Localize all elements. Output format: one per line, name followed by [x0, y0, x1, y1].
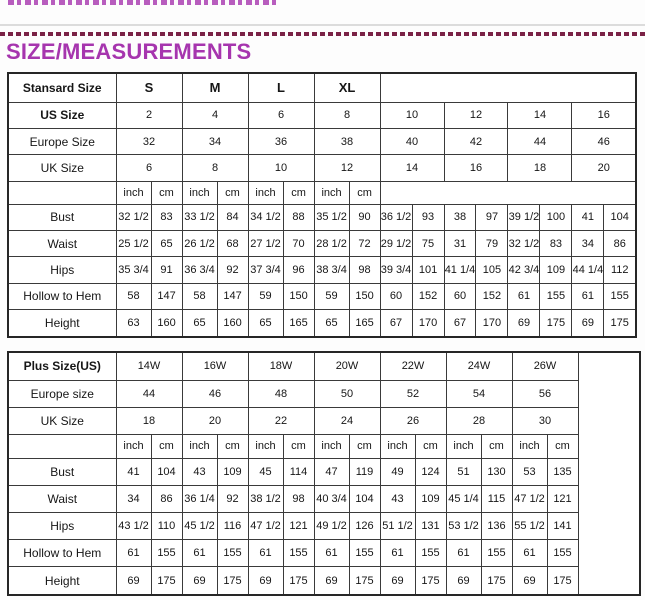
divider-line: [0, 24, 645, 26]
value-cell: 69: [446, 567, 481, 595]
value-cell: 155: [151, 540, 182, 567]
value-cell: 38: [444, 204, 476, 230]
value-cell: 110: [151, 512, 182, 539]
value-cell: 55 1/2: [512, 512, 547, 539]
value-cell: 31: [444, 230, 476, 256]
value-cell: 93: [412, 204, 444, 230]
value-cell: 61: [116, 540, 151, 567]
value-cell: 101: [412, 257, 444, 283]
value-cell: 175: [415, 567, 446, 595]
row-label: Height: [8, 310, 116, 337]
value-cell: 124: [415, 458, 446, 485]
value-cell: 65: [151, 230, 182, 256]
measurement-row: [8, 485, 640, 512]
unit-header-cell: cm: [283, 434, 314, 458]
value-cell: 109: [540, 257, 572, 283]
value-cell: 14: [508, 102, 572, 128]
value-cell: 53: [512, 458, 547, 485]
value-cell: 39 3/4: [380, 257, 412, 283]
value-cell: 28 1/2: [314, 230, 349, 256]
value-cell: 42 3/4: [508, 257, 540, 283]
value-cell: 61: [572, 283, 604, 309]
value-cell: 40: [380, 128, 444, 154]
table-header-label: Plus Size(US): [8, 352, 116, 380]
unit-header-cell: cm: [151, 434, 182, 458]
size-header-row: [8, 352, 640, 380]
measurement-row: [8, 458, 640, 485]
value-cell: 160: [151, 310, 182, 337]
unit-header-cell: inch: [248, 434, 283, 458]
page-title: SIZE/MEASUREMENTS: [6, 39, 252, 64]
value-cell: 131: [415, 512, 446, 539]
value-cell: 44: [116, 380, 182, 407]
value-cell: 170: [412, 310, 444, 337]
value-cell: 155: [547, 540, 578, 567]
value-cell: 126: [349, 512, 380, 539]
value-cell: 75: [412, 230, 444, 256]
row-label: US Size: [8, 102, 116, 128]
value-cell: 121: [283, 512, 314, 539]
size-column-header: 16W: [182, 352, 248, 380]
value-cell: 59: [314, 283, 349, 309]
value-cell: 47 1/2: [248, 512, 283, 539]
value-cell: 61: [314, 540, 349, 567]
size-conversion-row: [8, 380, 640, 407]
value-cell: 70: [283, 230, 314, 256]
value-cell: 20: [572, 155, 636, 181]
value-cell: 83: [540, 230, 572, 256]
standard-size-table: [7, 72, 637, 338]
value-cell: 104: [151, 458, 182, 485]
value-cell: 92: [217, 257, 248, 283]
value-cell: 45 1/2: [182, 512, 217, 539]
value-cell: 61: [512, 540, 547, 567]
value-cell: 141: [547, 512, 578, 539]
value-cell: 34: [182, 128, 248, 154]
value-cell: 53 1/2: [446, 512, 481, 539]
value-cell: 130: [481, 458, 512, 485]
unit-header-cell: cm: [547, 434, 578, 458]
value-cell: 109: [415, 485, 446, 512]
value-cell: 150: [283, 283, 314, 309]
size-conversion-row: [8, 102, 636, 128]
value-cell: 2: [116, 102, 182, 128]
value-cell: 104: [349, 485, 380, 512]
value-cell: 119: [349, 458, 380, 485]
unit-header-cell: cm: [415, 434, 446, 458]
value-cell: 38 1/2: [248, 485, 283, 512]
size-column-header: XL: [314, 73, 380, 102]
value-cell: 44: [508, 128, 572, 154]
value-cell: 52: [380, 380, 446, 407]
value-cell: 69: [508, 310, 540, 337]
value-cell: 63: [116, 310, 151, 337]
unit-header-cell: cm: [349, 434, 380, 458]
value-cell: 90: [349, 204, 380, 230]
value-cell: 56: [512, 380, 578, 407]
value-cell: 150: [349, 283, 380, 309]
value-cell: 26: [380, 407, 446, 434]
value-cell: 43: [182, 458, 217, 485]
value-cell: 91: [151, 257, 182, 283]
size-column-header: 22W: [380, 352, 446, 380]
value-cell: 45 1/4: [446, 485, 481, 512]
value-cell: 112: [604, 257, 636, 283]
value-cell: 155: [540, 283, 572, 309]
row-label: Height: [8, 567, 116, 595]
value-cell: 165: [349, 310, 380, 337]
value-cell: 51 1/2: [380, 512, 415, 539]
value-cell: 6: [116, 155, 182, 181]
value-cell: 34: [572, 230, 604, 256]
value-cell: 175: [217, 567, 248, 595]
measurement-row: [8, 512, 640, 539]
value-cell: 67: [444, 310, 476, 337]
value-cell: 40 3/4: [314, 485, 349, 512]
value-cell: 155: [349, 540, 380, 567]
unit-header-cell: inch: [116, 434, 151, 458]
value-cell: 175: [604, 310, 636, 337]
size-column-header: 26W: [512, 352, 578, 380]
value-cell: 175: [540, 310, 572, 337]
value-cell: 175: [349, 567, 380, 595]
row-label: Europe Size: [8, 128, 116, 154]
row-label: Waist: [8, 230, 116, 256]
row-label: Hips: [8, 257, 116, 283]
value-cell: 115: [481, 485, 512, 512]
value-cell: 155: [217, 540, 248, 567]
measurement-row: [8, 230, 636, 256]
unit-header-cell: inch: [314, 181, 349, 204]
unit-header-cell: cm: [349, 181, 380, 204]
value-cell: 36 3/4: [182, 257, 217, 283]
value-cell: 48: [248, 380, 314, 407]
value-cell: 105: [476, 257, 508, 283]
unit-header-cell: inch: [314, 434, 349, 458]
value-cell: 114: [283, 458, 314, 485]
row-label: Hollow to Hem: [8, 283, 116, 309]
row-label: UK Size: [8, 407, 116, 434]
value-cell: 24: [314, 407, 380, 434]
value-cell: 46: [572, 128, 636, 154]
value-cell: 8: [182, 155, 248, 181]
value-cell: 65: [182, 310, 217, 337]
value-cell: 46: [182, 380, 248, 407]
value-cell: 58: [182, 283, 217, 309]
row-label: UK Size: [8, 155, 116, 181]
empty-corner-cell: [8, 181, 116, 204]
value-cell: 32 1/2: [508, 230, 540, 256]
value-cell: 152: [476, 283, 508, 309]
size-conversion-row: [8, 128, 636, 154]
value-cell: 136: [481, 512, 512, 539]
value-cell: 69: [314, 567, 349, 595]
value-cell: 97: [476, 204, 508, 230]
value-cell: 61: [248, 540, 283, 567]
value-cell: 36: [248, 128, 314, 154]
row-label: Hollow to Hem: [8, 540, 116, 567]
value-cell: 98: [283, 485, 314, 512]
unit-header-cell: inch: [248, 181, 283, 204]
value-cell: 155: [481, 540, 512, 567]
value-cell: 65: [314, 310, 349, 337]
value-cell: 72: [349, 230, 380, 256]
value-cell: 65: [248, 310, 283, 337]
empty-spacer-cell: [578, 352, 640, 595]
value-cell: 49: [380, 458, 415, 485]
value-cell: 69: [572, 310, 604, 337]
row-label: Waist: [8, 485, 116, 512]
value-cell: 175: [151, 567, 182, 595]
size-conversion-row: [8, 155, 636, 181]
unit-header-cell: inch: [380, 434, 415, 458]
value-cell: 135: [547, 458, 578, 485]
value-cell: 61: [508, 283, 540, 309]
value-cell: 12: [314, 155, 380, 181]
value-cell: 39 1/2: [508, 204, 540, 230]
value-cell: 26 1/2: [182, 230, 217, 256]
value-cell: 116: [217, 512, 248, 539]
size-conversion-row: [8, 407, 640, 434]
value-cell: 10: [380, 102, 444, 128]
size-header-row: [8, 73, 636, 102]
value-cell: 68: [217, 230, 248, 256]
value-cell: 28: [446, 407, 512, 434]
value-cell: 22: [248, 407, 314, 434]
unit-header-cell: inch: [446, 434, 481, 458]
value-cell: 155: [604, 283, 636, 309]
unit-header-cell: cm: [481, 434, 512, 458]
value-cell: 109: [217, 458, 248, 485]
value-cell: 92: [217, 485, 248, 512]
value-cell: 43 1/2: [116, 512, 151, 539]
value-cell: 18: [508, 155, 572, 181]
size-column-header: 18W: [248, 352, 314, 380]
value-cell: 79: [476, 230, 508, 256]
value-cell: 38 3/4: [314, 257, 349, 283]
value-cell: 14: [380, 155, 444, 181]
value-cell: 47 1/2: [512, 485, 547, 512]
value-cell: 61: [380, 540, 415, 567]
measurement-row: [8, 204, 636, 230]
size-column-header: M: [182, 73, 248, 102]
value-cell: 86: [151, 485, 182, 512]
value-cell: 67: [380, 310, 412, 337]
value-cell: 30: [512, 407, 578, 434]
value-cell: 34 1/2: [248, 204, 283, 230]
size-column-header: 14W: [116, 352, 182, 380]
value-cell: 33 1/2: [182, 204, 217, 230]
value-cell: 47: [314, 458, 349, 485]
value-cell: 165: [283, 310, 314, 337]
value-cell: 37 3/4: [248, 257, 283, 283]
unit-header-cell: cm: [217, 434, 248, 458]
value-cell: 12: [444, 102, 508, 128]
table-header-label: Stansard Size: [8, 73, 116, 102]
value-cell: 18: [116, 407, 182, 434]
value-cell: 8: [314, 102, 380, 128]
value-cell: 86: [604, 230, 636, 256]
value-cell: 41 1/4: [444, 257, 476, 283]
value-cell: 83: [151, 204, 182, 230]
dashed-divider: [0, 32, 645, 36]
value-cell: 35 1/2: [314, 204, 349, 230]
unit-header-cell: cm: [283, 181, 314, 204]
value-cell: 152: [412, 283, 444, 309]
value-cell: 36 1/4: [182, 485, 217, 512]
value-cell: 41: [116, 458, 151, 485]
value-cell: 43: [380, 485, 415, 512]
value-cell: 29 1/2: [380, 230, 412, 256]
row-label: Bust: [8, 204, 116, 230]
clipped-top-text-fragment: [8, 0, 280, 5]
value-cell: 49 1/2: [314, 512, 349, 539]
unit-header-cell: inch: [182, 434, 217, 458]
value-cell: 36 1/2: [380, 204, 412, 230]
value-cell: 160: [217, 310, 248, 337]
value-cell: 25 1/2: [116, 230, 151, 256]
measurement-row: [8, 257, 636, 283]
unit-header-cell: inch: [182, 181, 217, 204]
unit-header-cell: cm: [217, 181, 248, 204]
value-cell: 50: [314, 380, 380, 407]
value-cell: 4: [182, 102, 248, 128]
value-cell: 61: [446, 540, 481, 567]
size-column-header: L: [248, 73, 314, 102]
plus-size-table: [7, 351, 641, 596]
value-cell: 10: [248, 155, 314, 181]
value-cell: 69: [116, 567, 151, 595]
value-cell: 27 1/2: [248, 230, 283, 256]
value-cell: 69: [248, 567, 283, 595]
value-cell: 69: [182, 567, 217, 595]
size-column-header: S: [116, 73, 182, 102]
empty-corner-cell: [8, 434, 116, 458]
value-cell: 121: [547, 485, 578, 512]
unit-header-row: [8, 434, 640, 458]
value-cell: 51: [446, 458, 481, 485]
value-cell: 58: [116, 283, 151, 309]
value-cell: 104: [604, 204, 636, 230]
measurement-row: [8, 310, 636, 337]
value-cell: 88: [283, 204, 314, 230]
unit-header-cell: inch: [512, 434, 547, 458]
value-cell: 45: [248, 458, 283, 485]
row-label: Hips: [8, 512, 116, 539]
value-cell: 147: [217, 283, 248, 309]
value-cell: 38: [314, 128, 380, 154]
value-cell: 96: [283, 257, 314, 283]
value-cell: 98: [349, 257, 380, 283]
value-cell: 84: [217, 204, 248, 230]
value-cell: 59: [248, 283, 283, 309]
value-cell: 32: [116, 128, 182, 154]
value-cell: 35 3/4: [116, 257, 151, 283]
value-cell: 69: [380, 567, 415, 595]
value-cell: 155: [283, 540, 314, 567]
value-cell: 175: [283, 567, 314, 595]
measurement-row: [8, 567, 640, 595]
value-cell: 61: [182, 540, 217, 567]
value-cell: 155: [415, 540, 446, 567]
value-cell: 16: [444, 155, 508, 181]
row-label: Bust: [8, 458, 116, 485]
value-cell: 20: [182, 407, 248, 434]
value-cell: 34: [116, 485, 151, 512]
value-cell: 60: [444, 283, 476, 309]
value-cell: 100: [540, 204, 572, 230]
unit-header-row: [8, 181, 636, 204]
value-cell: 170: [476, 310, 508, 337]
measurement-row: [8, 283, 636, 309]
row-label: Europe size: [8, 380, 116, 407]
size-column-header: 20W: [314, 352, 380, 380]
value-cell: 6: [248, 102, 314, 128]
measurement-row: [8, 540, 640, 567]
value-cell: 32 1/2: [116, 204, 151, 230]
value-cell: 147: [151, 283, 182, 309]
value-cell: 175: [481, 567, 512, 595]
value-cell: 69: [512, 567, 547, 595]
value-cell: 41: [572, 204, 604, 230]
value-cell: 60: [380, 283, 412, 309]
value-cell: 16: [572, 102, 636, 128]
unit-header-cell: cm: [151, 181, 182, 204]
value-cell: 175: [547, 567, 578, 595]
size-column-header: 24W: [446, 352, 512, 380]
unit-header-cell: inch: [116, 181, 151, 204]
value-cell: 42: [444, 128, 508, 154]
value-cell: 44 1/4: [572, 257, 604, 283]
value-cell: 54: [446, 380, 512, 407]
